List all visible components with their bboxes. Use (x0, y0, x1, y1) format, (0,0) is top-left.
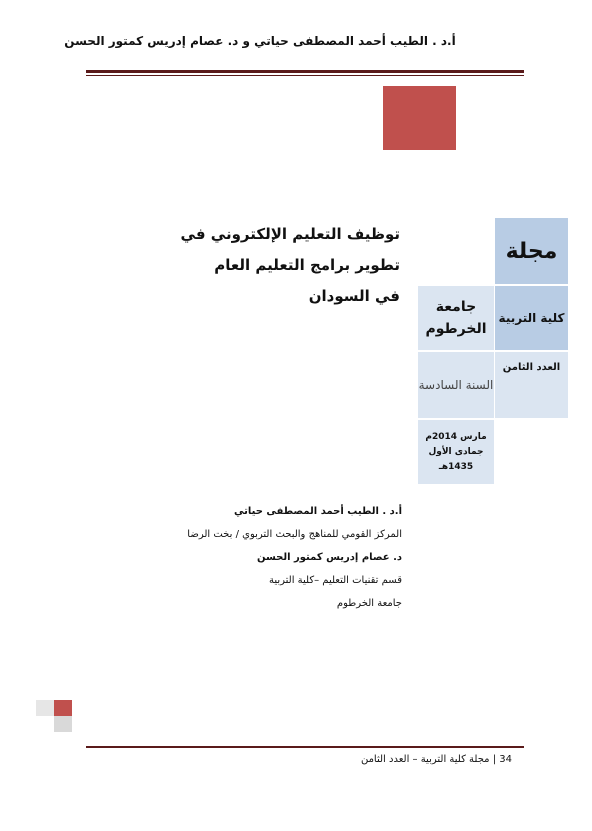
article-title-line1: توظيف التعليم الإلكتروني في تطوير برامج التعليم العام (180, 225, 400, 274)
date-gregorian: مارس 2014م (425, 431, 487, 442)
author-1-affiliation: المركز القومي للمناهج والبحث التربوي / بخت الرضا (187, 529, 402, 540)
header-rule-thick (86, 70, 524, 73)
running-header: أ.د . الطيب أحمد المصطفى حياتي و د. عصام إدريس كمتور الحسن (64, 34, 456, 48)
header-rule-thin (86, 75, 524, 76)
author-2-department: قسم تقنيات التعليم –كلية التربية (268, 575, 402, 586)
date-block (418, 420, 494, 484)
university-label: جامعة الخرطوم (418, 286, 494, 350)
deco-square-red (54, 700, 72, 716)
journal-label: مجلة (495, 218, 568, 284)
authors-block (140, 500, 402, 615)
footer-page-number: 34 (499, 754, 512, 765)
article-title-line2: في السودان (308, 287, 400, 305)
decorative-red-block (383, 86, 456, 150)
footer-rule (86, 746, 524, 748)
footer-separator: | (489, 754, 497, 765)
author-1-name: أ.د . الطيب أحمد المصطفى حياتي (234, 506, 402, 517)
deco-square-grey (54, 716, 72, 732)
issue-label: العدد الثامن (495, 352, 568, 418)
college-label: كلية التربية (495, 286, 568, 350)
footer-journal-name: مجلة كلية التربية – العدد الثامن (360, 754, 490, 765)
author-2-university: جامعة الخرطوم (336, 598, 402, 609)
date-hijri-year: 1435هـ (438, 461, 474, 472)
footer-journal (250, 754, 512, 765)
year-label: السنة السادسة (418, 352, 494, 418)
deco-square-light (36, 700, 54, 716)
date-hijri-month: جمادى الأول (428, 446, 484, 457)
author-2-name: د. عصام إدريس كمتور الحسن (256, 552, 402, 563)
article-title (150, 219, 400, 312)
